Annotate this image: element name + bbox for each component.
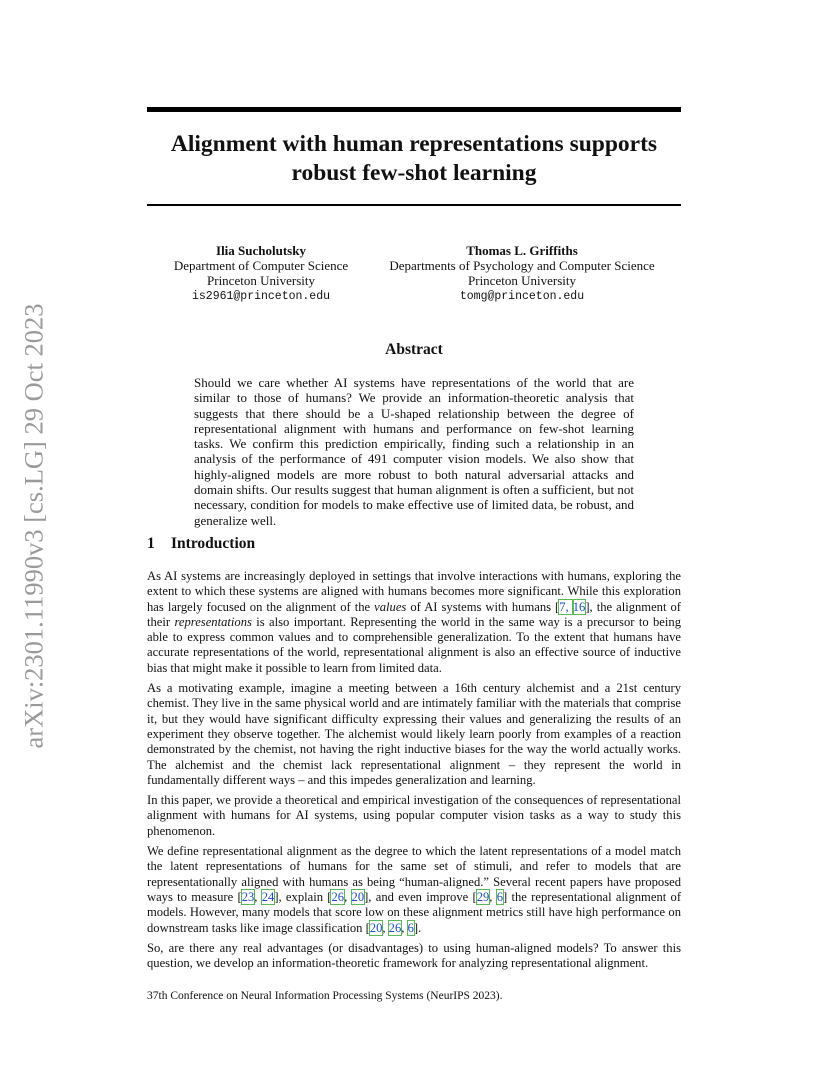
citation-link[interactable]: 23 bbox=[241, 889, 255, 904]
citation-link[interactable]: 26 bbox=[331, 889, 345, 904]
citation-link[interactable]: 20 bbox=[369, 920, 383, 935]
author-block-1 bbox=[161, 243, 361, 304]
text-run: ], the alignment of their bbox=[147, 599, 681, 629]
citation-separator: , bbox=[489, 889, 497, 904]
paragraph-1 bbox=[147, 569, 681, 676]
text-run: ]. bbox=[413, 920, 422, 935]
citation-link[interactable] bbox=[559, 600, 572, 614]
citation-link[interactable]: 6 bbox=[407, 920, 414, 935]
citation-link[interactable]: 26 bbox=[388, 920, 402, 935]
text-run: is also important. Representing the world in the same way is a precursor to being able to express common values and to comprehensible generalization. To the extent that humans have accurate representations of the world, representational alignment is also an effective source of inductive bias that might make it possible to learn from limited data. bbox=[147, 614, 681, 675]
author-name: Thomas L. Griffiths bbox=[466, 243, 578, 258]
citation-number: 7 bbox=[559, 599, 566, 614]
abstract-text: Should we care whether AI systems have representations of the world that are similar to those of humans? We provide an information-theoretic analysis that suggests that there should be a U-shaped relationship between the degree of representational alignment with humans and performance on few-shot learning tasks. We confirm this prediction empirically, finding such a relationship in an analysis of the performance of 491 computer vision models. We also show that highly-aligned models are more robust to both natural adversarial attacks and domain shifts. Our results suggest that human alignment is often a sufficient, but not necessary, condition for models to make effective use of limited data, be robust, and generalize well. bbox=[194, 375, 634, 528]
citation-separator: , bbox=[254, 889, 262, 904]
paragraph-3: In this paper, we provide a theoretical and empirical investigation of the consequences of representational alignment with humans for AI systems, using popular computer vision tasks as a way to study this phenomenon. bbox=[147, 793, 681, 838]
paper-title-line-1: Alignment with human representations supports bbox=[170, 131, 658, 157]
section-number: 1 bbox=[147, 535, 155, 552]
citation-link[interactable]: 6 bbox=[496, 889, 504, 904]
paragraph-4 bbox=[147, 844, 681, 936]
text-run: We define representational alignment as the degree to which the latent representations of a model match the latent representations of humans for the same set of stimuli, and refer to models that are representationally aligned with humans as being “human-aligned.” Several recent papers have proposed ways to measure [ bbox=[147, 844, 681, 904]
author-affiliation: Department of Computer Science bbox=[173, 258, 349, 274]
citation-link[interactable]: 24 bbox=[261, 889, 275, 904]
paper-title-line-2: robust few-shot learning bbox=[291, 160, 537, 186]
section-title: Introduction bbox=[171, 535, 256, 552]
author-name: Ilia Sucholutsky bbox=[216, 243, 306, 258]
arxiv-identifier-stamp bbox=[14, 292, 54, 760]
paragraph-2: As a motivating example, imagine a meeting between a 16th century alchemist and a 21st century chemist. They live in the same physical world and are intimately familiar with the materials that comprise it, but they would have significant difficulty expressing their values and generalizing the results of an experiment they observe together. The alchemist would likely learn poorly from examples of a reaction demonstrated by the chemist, not having the right inductive biases for the way the world actually works. The alchemist and the chemist lack representational alignment – they represent the world in fundamentally different ways – and this impedes generalization and learning. bbox=[147, 681, 681, 787]
arxiv-stamp-text: arXiv:2301.11990v3 [cs.LG] 29 Oct 2023 bbox=[18, 303, 49, 749]
citation-separator: , bbox=[382, 920, 389, 935]
citation-link[interactable]: 16 bbox=[572, 599, 586, 614]
introduction-body bbox=[147, 569, 681, 976]
abstract-heading: Abstract bbox=[385, 341, 443, 358]
citation-link[interactable]: 29 bbox=[476, 889, 490, 904]
text-run: of AI systems with humans [ bbox=[406, 599, 560, 614]
section-heading bbox=[147, 535, 255, 553]
citation-separator: , bbox=[565, 599, 573, 614]
text-run: ], explain [ bbox=[274, 889, 332, 904]
citation-link[interactable]: 20 bbox=[351, 889, 365, 904]
paper-title bbox=[147, 130, 681, 188]
title-top-rule bbox=[147, 107, 681, 112]
emphasis-text: representations bbox=[174, 614, 252, 629]
citation-separator: , bbox=[401, 920, 408, 935]
author-email: is2961@princeton.edu bbox=[191, 289, 331, 303]
author-block-2 bbox=[377, 243, 667, 304]
citation-separator: , bbox=[344, 889, 352, 904]
emphasis-text: values bbox=[374, 599, 407, 614]
text-run: ], and even improve [ bbox=[364, 889, 477, 904]
conference-footnote: 37th Conference on Neural Information Processing Systems (NeurIPS 2023). bbox=[147, 990, 503, 1002]
paragraph-5: So, are there any real advantages (or disadvantages) to using human-aligned models? To answer this question, we develop an information-theoretic framework for analyzing representational alignment. bbox=[147, 940, 681, 971]
text-run: ] the representational alignment of models. However, many models that score low on these alignment metrics still have high performance on downstream tasks like image classification [ bbox=[147, 889, 682, 935]
text-run: As AI systems are increasingly deployed in settings that involve interactions with humans, exploring the extent to which these systems are aligned with humans becomes more significant. While this exploration has largely focused on the alignment of the bbox=[147, 569, 681, 614]
author-institution: Princeton University bbox=[207, 273, 315, 289]
author-affiliation: Departments of Psychology and Computer Science bbox=[389, 258, 655, 274]
author-email: tomg@princeton.edu bbox=[459, 289, 585, 303]
author-institution: Princeton University bbox=[468, 273, 576, 289]
title-bottom-rule bbox=[147, 204, 681, 206]
